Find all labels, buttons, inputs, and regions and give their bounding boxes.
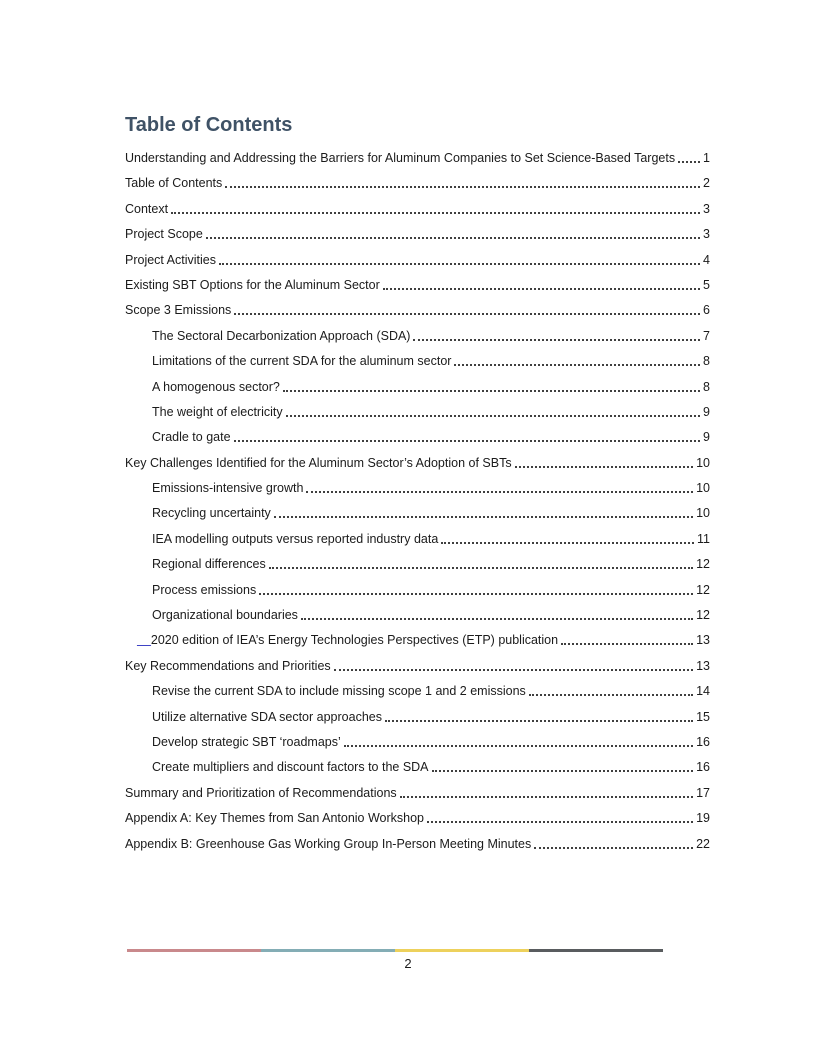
dot-leader [274, 516, 693, 518]
dot-leader [678, 161, 700, 163]
toc-entry[interactable] [125, 202, 710, 217]
toc-entry-page: 7 [703, 328, 710, 343]
dot-leader [515, 466, 694, 468]
toc-entry-page: 16 [696, 760, 710, 775]
toc-entry[interactable] [125, 253, 710, 268]
toc-entry-page: 9 [703, 404, 710, 419]
dot-leader [306, 491, 693, 493]
footer-rule [127, 949, 663, 952]
toc-entry-label: Utilize alternative SDA sector approaches [152, 709, 382, 724]
dot-leader [400, 796, 693, 798]
page-number: 2 [404, 956, 412, 971]
dot-leader [385, 720, 693, 722]
toc-entry-label: Key Recommendations and Priorities [125, 658, 331, 673]
dot-leader [225, 186, 700, 188]
toc-entry-label: Process emissions [152, 582, 257, 597]
toc-entry-label: Key Challenges Identified for the Aluminum Sector’s Adoption of SBTs [125, 455, 512, 470]
dot-leader [269, 567, 693, 569]
dot-leader [219, 263, 700, 265]
toc-entry[interactable] [125, 176, 710, 191]
dot-leader [334, 669, 693, 671]
toc-entry-label: Organizational boundaries [152, 608, 298, 623]
toc-entry-label: Cradle to gate [152, 430, 231, 445]
toc-entry[interactable] [125, 532, 710, 547]
dot-leader [441, 542, 694, 544]
toc-entry-label: Regional differences [152, 557, 266, 572]
toc-entry[interactable] [125, 278, 710, 293]
toc-entry[interactable] [125, 608, 710, 623]
toc-entry-label: Develop strategic SBT ‘roadmaps’ [152, 734, 341, 749]
toc-entry[interactable] [125, 329, 710, 344]
toc-entry-page: 13 [696, 633, 710, 648]
dot-leader [171, 212, 700, 214]
toc-entry-page: 10 [696, 481, 710, 496]
dot-leader [454, 364, 700, 366]
toc-entry-label: Revise the current SDA to include missing scope 1 and 2 emissions [152, 684, 526, 699]
toc-entry-page: 3 [703, 201, 710, 216]
page-title: Table of Contents [125, 114, 293, 136]
toc-entry-page: 8 [703, 354, 710, 369]
footer-rule-segment-gray [529, 949, 663, 952]
toc-entry-page: 19 [696, 811, 710, 826]
toc-entry-page: 12 [696, 582, 710, 597]
toc-entry-page: 15 [696, 709, 710, 724]
toc-entry-label: Table of Contents [125, 176, 223, 191]
toc-entry[interactable] [125, 227, 710, 242]
toc-entry-label: Limitations of the current SDA for the aluminum sector [152, 354, 452, 369]
toc-entry-label: Recycling uncertainty [152, 506, 271, 521]
toc-entry[interactable] [125, 837, 710, 852]
toc-entry[interactable] [125, 506, 710, 521]
dot-leader [413, 339, 700, 341]
dot-leader [283, 390, 700, 392]
toc-entry-page: 16 [696, 734, 710, 749]
toc-entry-page: 13 [696, 658, 710, 673]
toc-entry[interactable] [125, 659, 710, 674]
toc-entry[interactable] [125, 710, 710, 725]
toc-entry[interactable] [125, 583, 710, 598]
dot-leader [234, 313, 700, 315]
toc-entry[interactable] [125, 684, 710, 699]
toc-list [125, 151, 710, 852]
dot-leader [206, 237, 700, 239]
toc-entry-page: 10 [696, 455, 710, 470]
dot-leader [427, 821, 693, 823]
toc-entry-page: 17 [696, 785, 710, 800]
toc-entry-page: 1 [703, 151, 710, 165]
toc-entry-label: The Sectoral Decarbonization Approach (SDA) [152, 328, 411, 343]
dot-leader [561, 643, 693, 645]
toc-entry[interactable] [125, 380, 710, 395]
dot-leader [529, 694, 693, 696]
dot-leader [534, 847, 693, 849]
toc-entry-page: 6 [703, 303, 710, 318]
toc-entry-label: Project Scope [125, 227, 203, 242]
toc-entry-label: Understanding and Addressing the Barriers for Aluminum Companies to Set Science-Based Targets [125, 151, 676, 165]
toc-entry-label: IEA modelling outputs versus reported industry data [152, 531, 439, 546]
toc-entry-page: 12 [696, 557, 710, 572]
toc-entry-page: 4 [703, 252, 710, 267]
dot-leader [301, 618, 693, 620]
toc-entry[interactable] [125, 735, 710, 750]
dot-leader [344, 745, 693, 747]
toc-entry-page: 5 [703, 277, 710, 292]
toc-entry-label: Scope 3 Emissions [125, 303, 232, 318]
toc-entry-page: 8 [703, 379, 710, 394]
toc-entry[interactable] [125, 151, 710, 166]
dot-leader [286, 415, 700, 417]
toc-entry-label: Summary and Prioritization of Recommendations [125, 785, 397, 800]
toc-entry[interactable] [125, 786, 710, 801]
toc-entry-prefix: __ [137, 633, 151, 648]
toc-entry-page: 9 [703, 430, 710, 445]
toc-entry-page: 3 [703, 227, 710, 242]
toc-entry-page: 12 [696, 608, 710, 623]
toc-entry-page: 14 [696, 684, 710, 699]
dot-leader [383, 288, 700, 290]
toc-entry-label: Appendix A: Key Themes from San Antonio Workshop [125, 811, 425, 826]
toc-entry-page: 10 [696, 506, 710, 521]
toc-entry-label: Project Activities [125, 252, 217, 267]
toc-entry[interactable] [125, 303, 710, 318]
toc-entry[interactable] [125, 456, 710, 471]
toc-entry-label: The weight of electricity [152, 404, 283, 419]
toc-entry-label: A homogenous sector? [152, 379, 280, 394]
toc-entry[interactable] [125, 405, 710, 420]
toc-entry[interactable] [125, 760, 710, 775]
dot-leader [234, 440, 701, 442]
footer-rule-segment-yellow [395, 949, 529, 952]
toc-entry-label: Appendix B: Greenhouse Gas Working Group In-Person Meeting Minutes [125, 836, 532, 851]
toc-entry[interactable] [125, 430, 710, 445]
toc-entry[interactable] [125, 481, 710, 496]
toc-entry[interactable] [125, 354, 710, 369]
toc-entry-page: 2 [703, 176, 710, 191]
toc-entry-page: 22 [696, 836, 710, 851]
toc-entry[interactable] [125, 811, 710, 826]
dot-leader [432, 770, 694, 772]
toc-entry-label: Emissions-intensive growth [152, 481, 304, 496]
toc-entry-page: 11 [697, 531, 710, 546]
toc-entry-label: Existing SBT Options for the Aluminum Sector [125, 277, 380, 292]
footer-rule-segment-rose [127, 949, 261, 952]
toc-entry[interactable] [125, 633, 710, 648]
footer-rule-segment-teal [261, 949, 395, 952]
toc-entry-label: Context [125, 201, 169, 216]
toc-entry-label: Create multipliers and discount factors to the SDA [152, 760, 429, 775]
toc-entry-label: 2020 edition of IEA’s Energy Technologies Perspectives (ETP) publication [150, 633, 559, 648]
toc-entry[interactable] [125, 557, 710, 572]
dot-leader [259, 593, 693, 595]
